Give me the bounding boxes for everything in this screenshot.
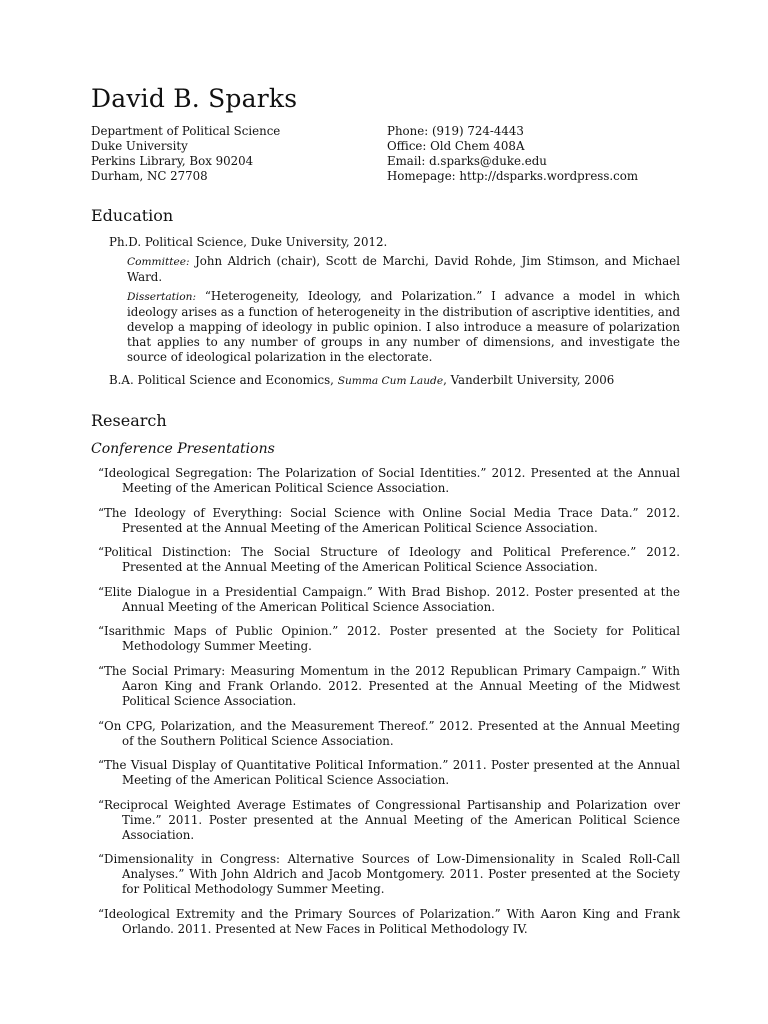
list-item: “The Ideology of Everything: Social Science with Online Social Media Trace Data.” 2012. Presented at the Annual Meeting of the American Political Science Association. xyxy=(98,505,680,535)
ba-suffix: , Vanderbilt University, 2006 xyxy=(443,373,615,387)
list-item: “Reciprocal Weighted Average Estimates of Congressional Partisanship and Polarization over Time.” 2011. Poster presented at the Annual Meeting of the American Political Science Association. xyxy=(98,797,680,842)
dissertation-label: Dissertation: xyxy=(127,291,197,303)
education-heading: Education xyxy=(91,206,174,225)
committee-label: Committee: xyxy=(127,256,190,268)
list-item: “Political Distinction: The Social Structure of Ideology and Political Preference.” 2012. Presented at the Annual Meeting of the American Political Science Association. xyxy=(98,545,680,575)
committee xyxy=(109,254,680,285)
address-line: Perkins Library, Box 90204 xyxy=(91,154,254,168)
list-item: “On CPG, Polarization, and the Measurement Thereof.” 2012. Presented at the Annual Meeting of the Southern Political Science Association. xyxy=(98,718,680,748)
research-heading: Research xyxy=(91,411,167,430)
list-item: “Elite Dialogue in a Presidential Campaign.” With Brad Bishop. 2012. Poster presented at the Annual Meeting of the American Political Science Association. xyxy=(98,584,680,614)
cv-name: David B. Sparks xyxy=(91,84,298,113)
phone: Phone: (919) 724-4443 xyxy=(387,124,524,138)
dissertation-text: “Heterogeneity, Ideology, and Polarization.” I advance a model in which ideology arises as a function of heterogeneity in the distribution of ascriptive identities, and develop a mapping of ideology in public opinion. I also introduce a measure of polarization that applies to any number of groups in any number of dimensions, and investigate the source of ideological polarization in the electorate. xyxy=(127,289,680,364)
list-item: “The Social Primary: Measuring Momentum in the 2012 Republican Primary Campaign.” With Aaron King and Frank Orlando. 2012. Presented at the Annual Meeting of the Midwest Political Science Association. xyxy=(98,663,680,708)
address-line: Duke University xyxy=(91,139,188,153)
office: Office: Old Chem 408A xyxy=(387,139,525,153)
education-section xyxy=(91,235,680,389)
list-item: “The Visual Display of Quantitative Political Information.” 2011. Poster presented at the Annual Meeting of the American Political Science Association. xyxy=(98,758,680,788)
address-line: Durham, NC 27708 xyxy=(91,169,208,183)
conference-presentations-heading: Conference Presentations xyxy=(91,441,275,457)
list-item: “Ideological Segregation: The Polarization of Social Identities.” 2012. Presented at the Annual Meeting of the American Political Science Association. xyxy=(98,466,680,495)
ba-degree xyxy=(109,373,680,389)
presentation-list xyxy=(91,466,680,937)
list-item: “Isarithmic Maps of Public Opinion.” 2012. Poster presented at the Society for Political Methodology Summer Meeting. xyxy=(98,624,680,654)
committee-text: John Aldrich (chair), Scott de Marchi, David Rohde, Jim Stimson, and Michael Ward. xyxy=(127,254,680,284)
address-block xyxy=(91,124,387,184)
list-item: “Ideological Extremity and the Primary Sources of Polarization.” With Aaron King and Frank Orlando. 2011. Presented at New Faces in Political Methodology IV. xyxy=(98,906,680,936)
ba-prefix: B.A. Political Science and Economics, xyxy=(109,373,334,387)
list-item: “Dimensionality in Congress: Alternative Sources of Low-Dimensionality in Scaled Roll-Call Analyses.” With John Aldrich and Jacob Montgomery. 2011. Poster presented at the Society for Political Methodology Summer Meeting. xyxy=(98,852,680,897)
ba-honors: Summa Cum Laude xyxy=(337,375,444,387)
dissertation xyxy=(109,289,680,365)
contact-info xyxy=(387,124,680,184)
homepage: Homepage: http://dsparks.wordpress.com xyxy=(387,169,639,183)
address-line: Department of Political Science xyxy=(91,124,281,138)
phd-degree: Ph.D. Political Science, Duke University, 2012. xyxy=(109,235,388,249)
contact-block xyxy=(91,124,680,184)
email: Email: d.sparks@duke.edu xyxy=(387,154,547,168)
